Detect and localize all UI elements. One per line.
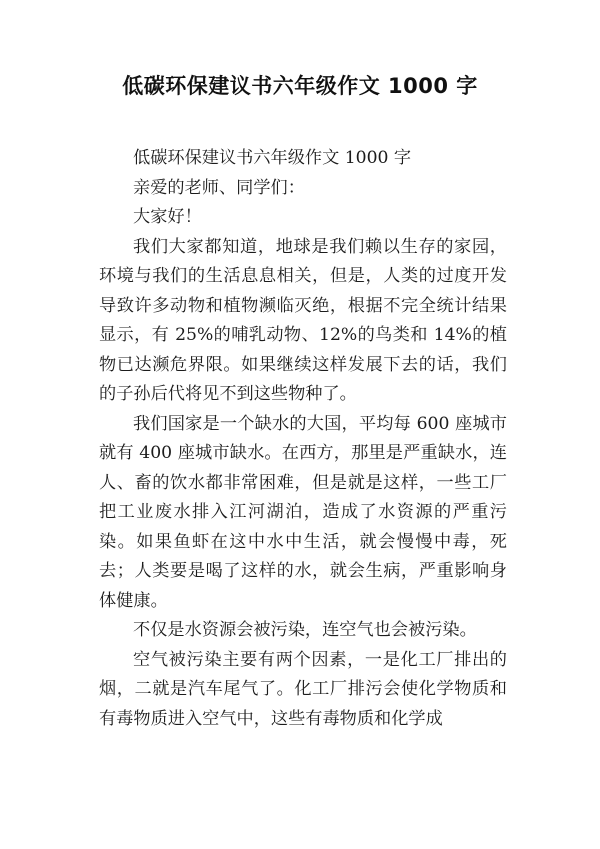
paragraph: 亲爱的老师、同学们：	[133, 177, 305, 198]
document-title: 低碳环保建议书六年级作文 1000 字	[122, 74, 478, 98]
paragraph: 我们国家是一个缺水的大国，平均每 600 座城市就有 400 座城市缺水。在西方，那里是严重缺水，连人、畜的饮水都非常困难，但是就是这样，一些工厂把工业废水排入江河湖泊，造成了水资源的严重污染。如果鱼虾在这中水中生活，就会慢慢中毒，死去；人类要是喝了这样的水，就会生病，严重影响身体健康。	[99, 413, 507, 611]
paragraph: 我们大家都知道，地球是我们赖以生存的家园，环境与我们的生活息息相关，但是，人类的过度开发导致许多动物和植物濒临灭绝，根据不完全统计结果显示，有 25%的哺乳动物、12%的鸟类和 14%的植物已达濒危界限。如果继续这样发展下去的话，我们的子孙后代将见不到这些物种了。	[99, 236, 507, 404]
paragraph: 大家好！	[133, 207, 202, 227]
paragraph: 不仅是水资源会被污染，连空气也会被污染。	[133, 620, 477, 640]
document-body	[99, 144, 507, 734]
paragraph: 空气被污染主要有两个因素，一是化工厂排出的烟，二就是汽车尾气了。化工厂排污会使化学物质和有毒物质进入空气中，这些有毒物质和化学成	[99, 649, 507, 729]
paragraph: 低碳环保建议书六年级作文 1000 字	[133, 148, 412, 168]
